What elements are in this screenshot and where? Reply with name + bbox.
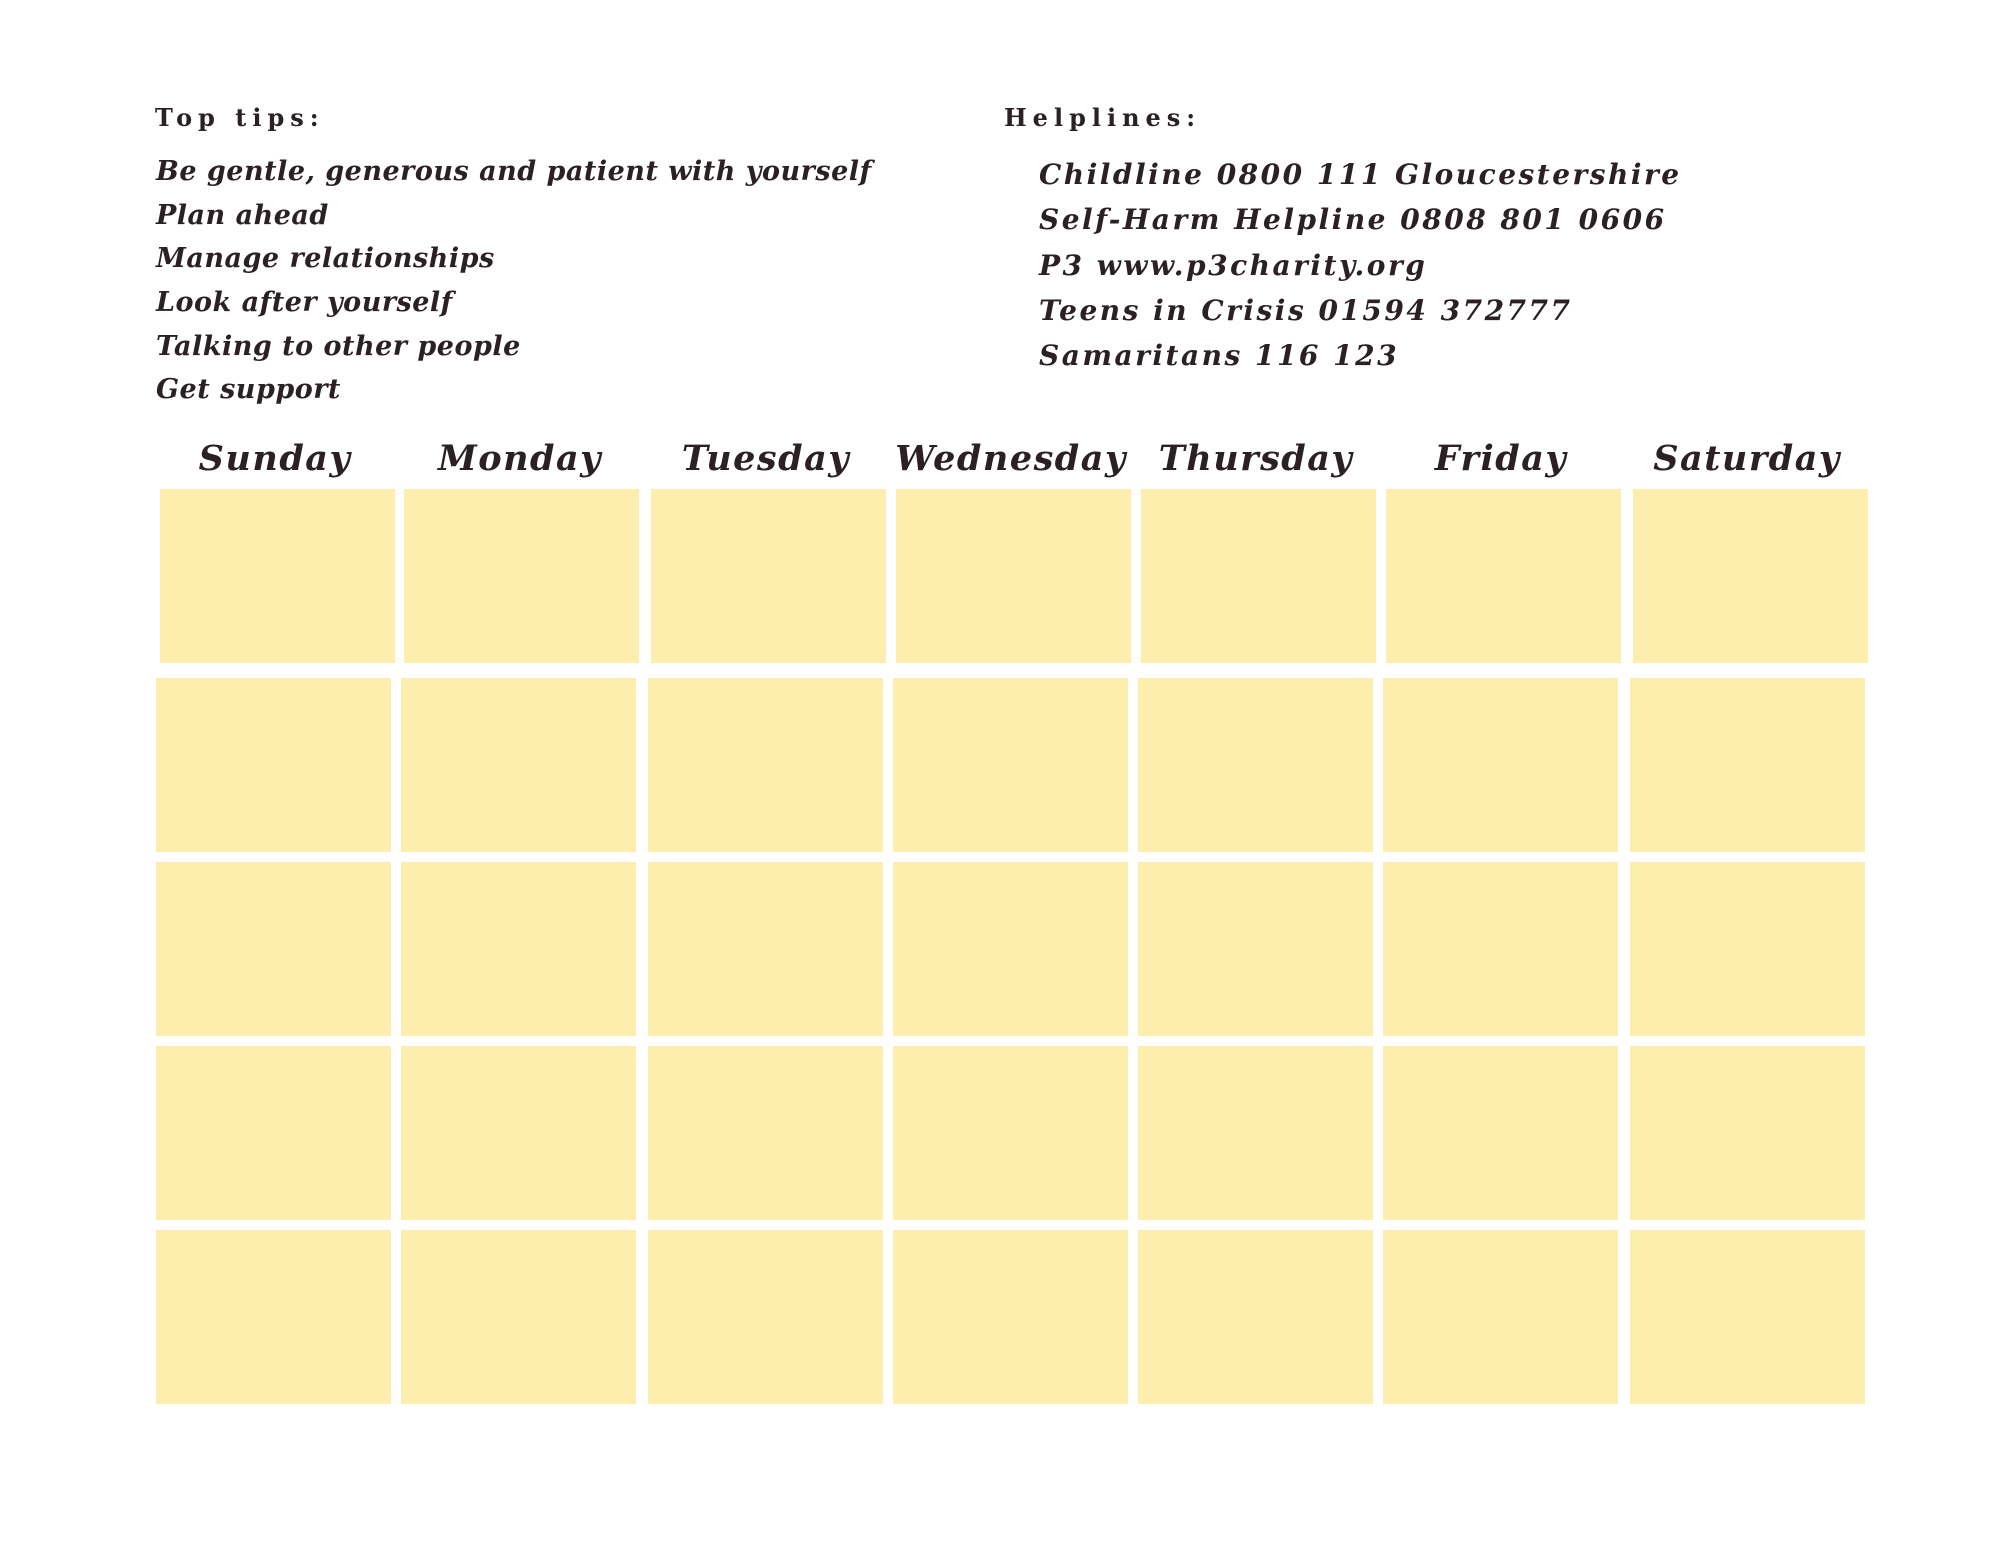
- calendar-cell-monday[interactable]: [404, 489, 639, 663]
- calendar-cell-friday[interactable]: [1386, 489, 1621, 663]
- calendar-day-headers: [157, 432, 1857, 486]
- helpline-item: Childline 0800 111 Gloucestershire: [1039, 158, 1682, 191]
- calendar-cell-tuesday[interactable]: [648, 862, 883, 1036]
- calendar-cell-thursday[interactable]: [1138, 1046, 1373, 1220]
- calendar-cell-monday[interactable]: [401, 1046, 636, 1220]
- calendar-cell-wednesday[interactable]: [893, 678, 1128, 852]
- calendar-cell-saturday[interactable]: [1630, 678, 1865, 852]
- calendar-cell-wednesday[interactable]: [893, 862, 1128, 1036]
- tip-item: Manage relationships: [156, 243, 495, 275]
- calendar-cell-tuesday[interactable]: [648, 1230, 883, 1404]
- calendar-cell-sunday[interactable]: [160, 489, 395, 663]
- helpline-item: P3 www.p3charity.org: [1039, 248, 1428, 282]
- calendar-cell-sunday[interactable]: [156, 862, 391, 1036]
- day-header-saturday: Saturday: [1653, 438, 1841, 479]
- calendar-cell-saturday[interactable]: [1630, 1230, 1865, 1404]
- calendar-cell-wednesday[interactable]: [893, 1230, 1128, 1404]
- calendar-cell-monday[interactable]: [401, 678, 636, 852]
- day-header-thursday: Thursday: [1158, 438, 1354, 479]
- tip-item: Talking to other people: [156, 330, 521, 362]
- calendar-cell-friday[interactable]: [1383, 1046, 1618, 1220]
- helplines-list: [1039, 154, 1682, 380]
- calendar-cell-thursday[interactable]: [1138, 1230, 1373, 1404]
- calendar-cell-sunday[interactable]: [156, 678, 391, 852]
- calendar-cell-friday[interactable]: [1383, 1230, 1618, 1404]
- tip-item: Be gentle, generous and patient with yourself: [156, 156, 872, 187]
- calendar-cell-sunday[interactable]: [156, 1230, 391, 1404]
- top-tips-list: [156, 152, 872, 414]
- helpline-item: Teens in Crisis 01594 372777: [1039, 293, 1573, 327]
- calendar-cell-wednesday[interactable]: [893, 1046, 1128, 1220]
- calendar-cell-friday[interactable]: [1383, 678, 1618, 852]
- helpline-item: Self-Harm Helpline 0808 801 0606: [1039, 203, 1667, 237]
- calendar-cell-tuesday[interactable]: [648, 678, 883, 852]
- tip-item: Plan ahead: [156, 199, 329, 231]
- calendar-cell-tuesday[interactable]: [651, 489, 886, 663]
- top-tips-heading: Top tips:: [155, 103, 325, 132]
- calendar-cell-monday[interactable]: [401, 1230, 636, 1404]
- day-header-tuesday: Tuesday: [681, 438, 851, 479]
- calendar-cell-sunday[interactable]: [156, 1046, 391, 1220]
- tip-item: Look after yourself: [156, 287, 453, 319]
- helplines-heading: Helplines:: [1004, 103, 1202, 132]
- calendar-cell-friday[interactable]: [1383, 862, 1618, 1036]
- helpline-item: Samaritans 116 123: [1039, 339, 1400, 373]
- calendar-cell-tuesday[interactable]: [648, 1046, 883, 1220]
- day-header-monday: Monday: [437, 438, 603, 479]
- calendar-cell-thursday[interactable]: [1138, 678, 1373, 852]
- calendar-cell-thursday[interactable]: [1141, 489, 1376, 663]
- day-header-sunday: Sunday: [198, 438, 352, 479]
- calendar-cell-saturday[interactable]: [1630, 1046, 1865, 1220]
- calendar-cell-wednesday[interactable]: [896, 489, 1131, 663]
- day-header-wednesday: Wednesday: [895, 438, 1127, 479]
- day-header-friday: Friday: [1434, 438, 1568, 479]
- calendar-cell-saturday[interactable]: [1630, 862, 1865, 1036]
- tip-item: Get support: [156, 374, 341, 406]
- calendar-cell-thursday[interactable]: [1138, 862, 1373, 1036]
- calendar-cell-saturday[interactable]: [1633, 489, 1868, 663]
- calendar-cell-monday[interactable]: [401, 862, 636, 1036]
